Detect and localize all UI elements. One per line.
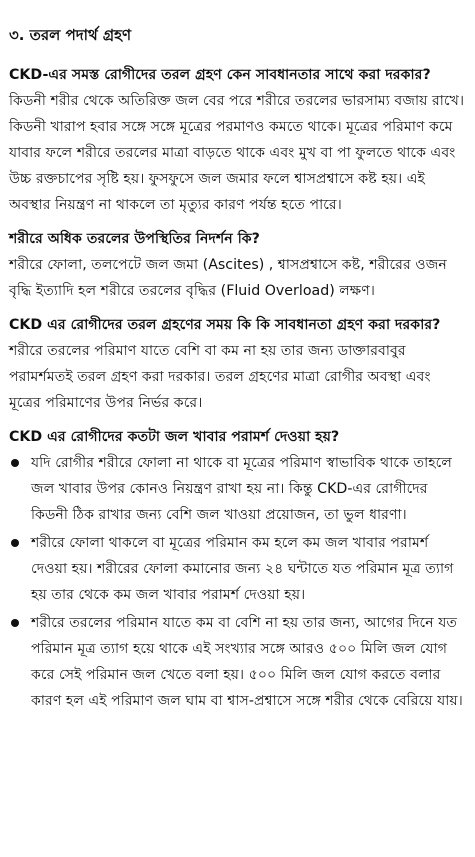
bullet-icon — [11, 619, 19, 627]
bullet-icon — [11, 539, 19, 547]
list-item-text: শরীরে তরলের পরিমান যাতে কম বা বেশি না হয় তার জন্য, আগের দিনে যত পরিমান মূত্র ত্যাগ হয়ে থাকে এই সংখ্যার সঙ্গে আরও ৫০০ মিলি জল যোগ করে সেই পরিমান জল খেতে বলা হয়। ৫০০ মিলি জল যোগ করতে বলার কারণ হল এই পরিমাণ জল ঘাম বা শ্বাস-প্রশ্বাসে সঙ্গে শরীর থেকে বেরিয়ে যায়। — [31, 615, 463, 709]
question-why-careful: CKD-এর সমস্ত রোগীদের তরল গ্রহণ কেন সাবধানতার সাথে করা দরকার? — [9, 67, 431, 83]
water-advice-list — [9, 450, 464, 714]
answer-precautions: শরীরে তরলের পরিমাণ যাতে বেশি বা কম না হয় তার জন্য ডাক্তারবাবুর পরামর্শমতই তরল গ্রহণ করা দরকার। তরল গ্রহণের মাত্রা রোগীর অবস্থা এবং মূত্রের পরিমাণের উপর নির্ভর করে। — [9, 343, 431, 411]
answer-signs-of-excess-fluid: শরীরে ফোলা, তলপেটে জল জমা (Ascites) , শ্বাসপ্রশ্বাসে কষ্ট, শরীরের ওজন বৃদ্ধি ইত্যাদি হল শরীরে তরলের বৃদ্ধির (Fluid Overload) লক্ষণ। — [9, 257, 447, 299]
question-signs-of-excess-fluid: শরীরে অধিক তরলের উপস্থিতির নিদর্শন কি? — [9, 231, 260, 247]
answer-why-careful: কিডনী শরীর থেকে অতিরিক্ত জল বের পরে শরীরে তরলের ভারসাম্য বজায় রাখে। কিডনী খারাপ হবার সঙ্গে সঙ্গে মূত্রের পরমাণও কমতে থাকে। মূত্রের পরিমাণ কমে যাবার ফলে শরীরে তরলের মাত্রা বাড়তে থাকে এবং মুখ বা পা ফুলতে থাকে এবং উচ্চ রক্তচাপের সৃষ্টি হয়। ফুসফুসে জল জমার ফলে শ্বাসপ্রশ্বাসে কষ্ট হয়। এই অবস্থার নিয়ন্ত্রণ না থাকলে তা মৃত্যুর কারণ পর্যন্ত হতে পারে। — [9, 93, 465, 213]
question-how-much-water: CKD এর রোগীদের কতটা জল খাবার পরামর্শ দেওয়া হয়? — [9, 429, 340, 445]
list-item — [9, 530, 464, 608]
section-title: ৩. তরল পদার্থ গ্রহণ — [9, 26, 132, 44]
question-precautions: CKD এর রোগীদের তরল গ্রহণের সময় কি কি সাবধানতা গ্রহণ করা দরকার? — [9, 317, 441, 333]
list-item — [9, 610, 464, 714]
list-item-text: যদি রোগীর শরীরে ফোলা না থাকে বা মূত্রের পরিমাণ স্বাভাবিক থাকে তাহলে জল খাবার উপর কোনও নিয়ন্ত্রণ রাখা হয় না। কিন্তু CKD-এর রোগীদের কিডনী ঠিক রাখার জন্য বেশি জল খাওয়া প্রয়োজন, তা ভুল ধারণা। — [31, 455, 452, 523]
bullet-icon — [11, 459, 19, 467]
list-item-text: শরীরে ফোলা থাকলে বা মূত্রের পরিমান কম হলে কম জল খাবার পরামর্শ দেওয়া হয়। শরীরের ফোলা কমানোর জন্য ২৪ ঘন্টাতে যত পরিমান মূত্র ত্যাগ হয় তার থেকে কম জল খাবার পরামর্শ দেওয়া হয়। — [31, 535, 454, 603]
list-item — [9, 450, 464, 528]
